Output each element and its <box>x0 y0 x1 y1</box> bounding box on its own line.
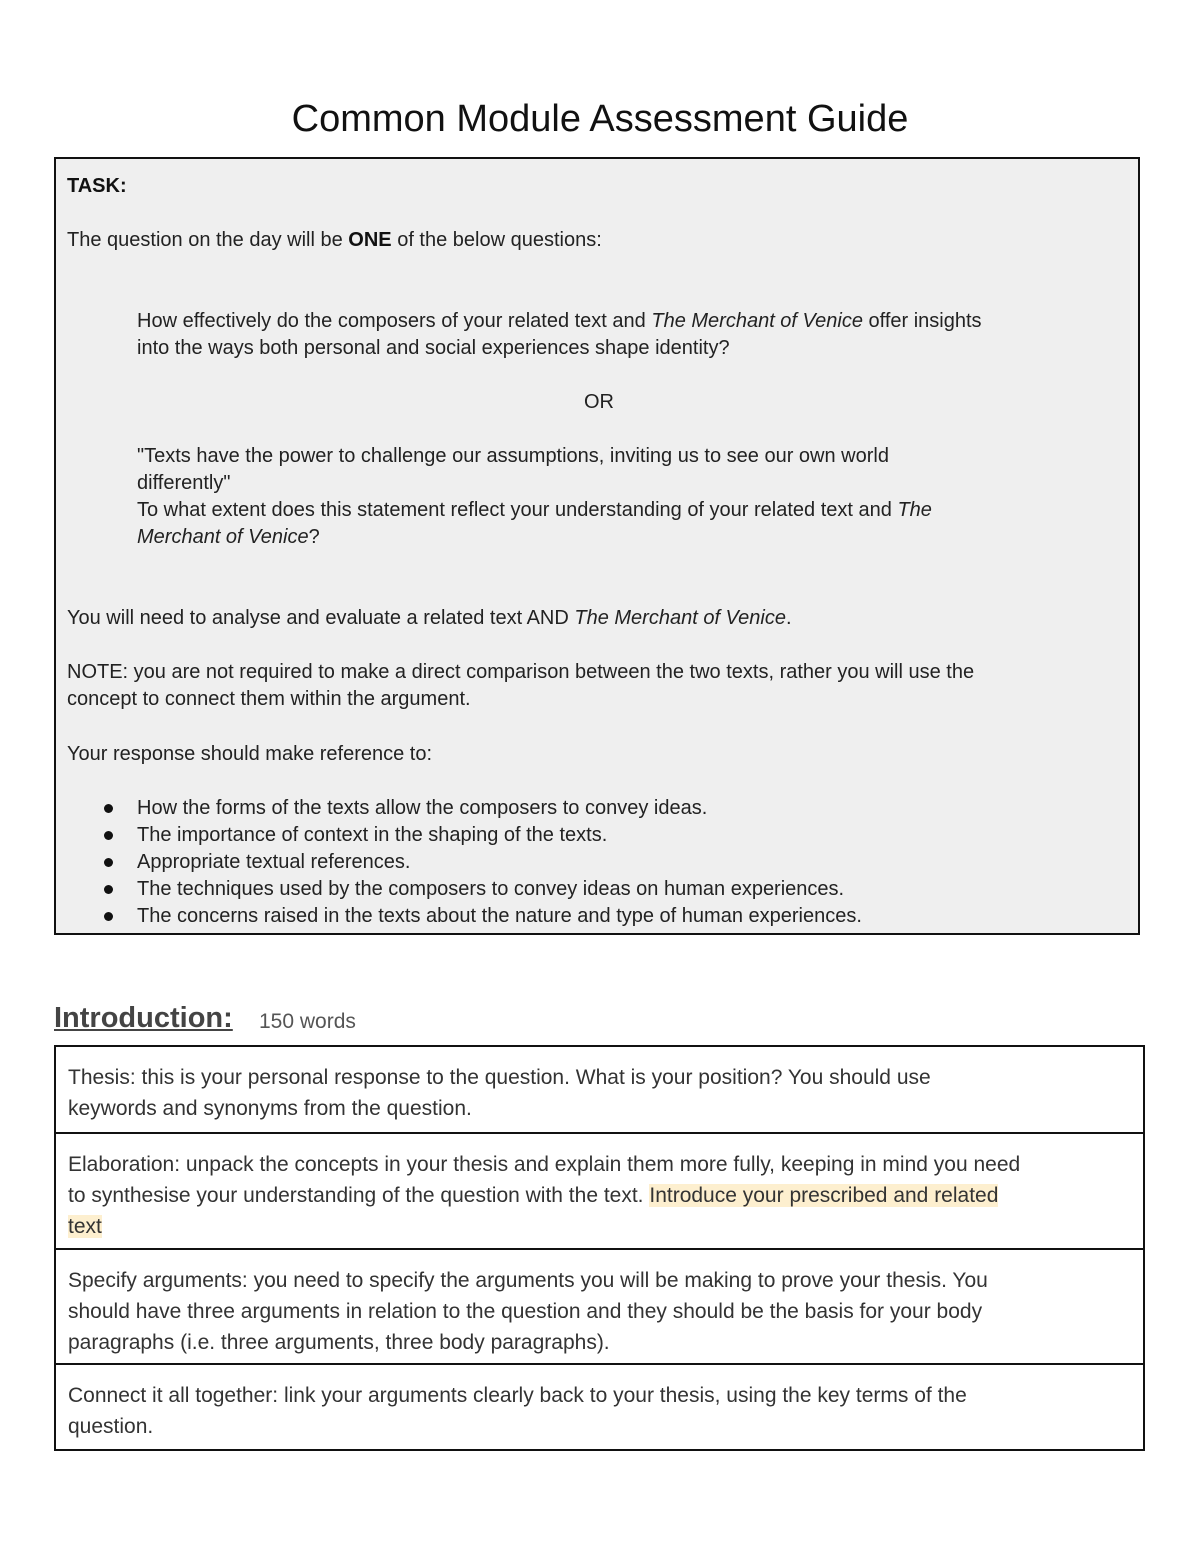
bullet-item: The concerns raised in the texts about the nature and type of human experiences. <box>137 905 862 927</box>
table-row-thesis <box>56 1047 1143 1134</box>
arguments-text <box>68 1265 988 1358</box>
task-lead-post: of the below questions: <box>391 229 602 251</box>
or-separator: OR <box>584 391 614 413</box>
question-one-line2: into the ways both personal and social experiences shape identity? <box>137 337 730 359</box>
question-one-text: How effectively do the composers of your related text and <box>137 310 652 332</box>
introduction-heading: Introduction: <box>54 1002 233 1034</box>
thesis-line2: keywords and synonyms from the question. <box>68 1097 472 1120</box>
task-lead-bold: ONE <box>348 229 392 251</box>
analyse-title: The Merchant of Venice <box>574 607 786 629</box>
introduction-table <box>54 1045 1145 1451</box>
bullet-dot <box>104 885 113 894</box>
elaboration-line2-text: to synthesise your understanding of the question with the text. <box>68 1184 650 1207</box>
table-row-connect <box>56 1365 1143 1451</box>
bullet-item: The techniques used by the composers to convey ideas on human experiences. <box>137 878 845 900</box>
arguments-line3: paragraphs (i.e. three arguments, three body paragraphs). <box>68 1331 610 1354</box>
task-lead <box>67 227 602 254</box>
thesis-text <box>68 1062 931 1124</box>
table-row-elaboration <box>56 1134 1143 1250</box>
question-one-line1 <box>137 308 982 335</box>
elaboration-line3 <box>68 1211 1020 1242</box>
bullet-item: How the forms of the texts allow the composers to convey ideas. <box>137 797 708 819</box>
bullet-item: The importance of context in the shaping of the texts. <box>137 824 608 846</box>
connect-text <box>68 1380 967 1442</box>
elaboration-line1: Elaboration: unpack the concepts in your thesis and explain them more fully, keeping in mind you need <box>68 1153 1021 1176</box>
note-line1: NOTE: you are not required to make a direct comparison between the two texts, rather you will use the <box>67 661 975 683</box>
question-two-text: To what extent does this statement reflect your understanding of your related text and <box>137 499 898 521</box>
task-label: TASK: <box>67 175 127 197</box>
question-two-mark: ? <box>308 526 320 548</box>
connect-line2: question. <box>68 1415 154 1438</box>
bullet-dot <box>104 804 113 813</box>
question-two-line1: "Texts have the power to challenge our assumptions, inviting us to see our own world <box>137 445 889 467</box>
analyse-instruction <box>67 605 792 632</box>
connect-line1: Connect it all together: link your arguments clearly back to your thesis, using the key terms of the <box>68 1384 967 1407</box>
elaboration-line2 <box>68 1180 1020 1211</box>
bullet-item: Appropriate textual references. <box>137 851 411 873</box>
question-two-title-start: The <box>897 499 932 521</box>
arguments-line1: Specify arguments: you need to specify the arguments you will be making to prove your thesis. You <box>68 1269 988 1292</box>
question-two-title-end: Merchant of Venice <box>137 526 309 548</box>
analyse-end: . <box>785 607 792 629</box>
task-box <box>54 157 1140 935</box>
highlighted-text: text <box>68 1215 102 1238</box>
question-one-title: The Merchant of Venice <box>651 310 863 332</box>
highlighted-text: Introduce your prescribed and related <box>649 1184 999 1207</box>
question-two-line4 <box>137 524 320 551</box>
note-line2: concept to connect them within the argument. <box>67 688 471 710</box>
introduction-word-count: 150 words <box>259 1010 356 1033</box>
bullet-dot <box>104 858 113 867</box>
task-lead-pre: The question on the day will be <box>67 229 349 251</box>
table-row-arguments <box>56 1250 1143 1365</box>
thesis-line1: Thesis: this is your personal response to the question. What is your position? You should use <box>68 1066 931 1089</box>
analyse-text: You will need to analyse and evaluate a related text AND <box>67 607 575 629</box>
reference-lead: Your response should make reference to: <box>67 743 433 765</box>
arguments-line2: should have three arguments in relation to the question and they should be the basis for your body <box>68 1300 983 1323</box>
elaboration-text <box>68 1149 1020 1242</box>
question-two-line3 <box>137 497 932 524</box>
bullet-dot <box>104 912 113 921</box>
question-two-line2: differently" <box>137 472 231 494</box>
bullet-dot <box>104 831 113 840</box>
page-title: Common Module Assessment Guide <box>291 98 909 140</box>
question-one-text-end: offer insights <box>862 310 982 332</box>
